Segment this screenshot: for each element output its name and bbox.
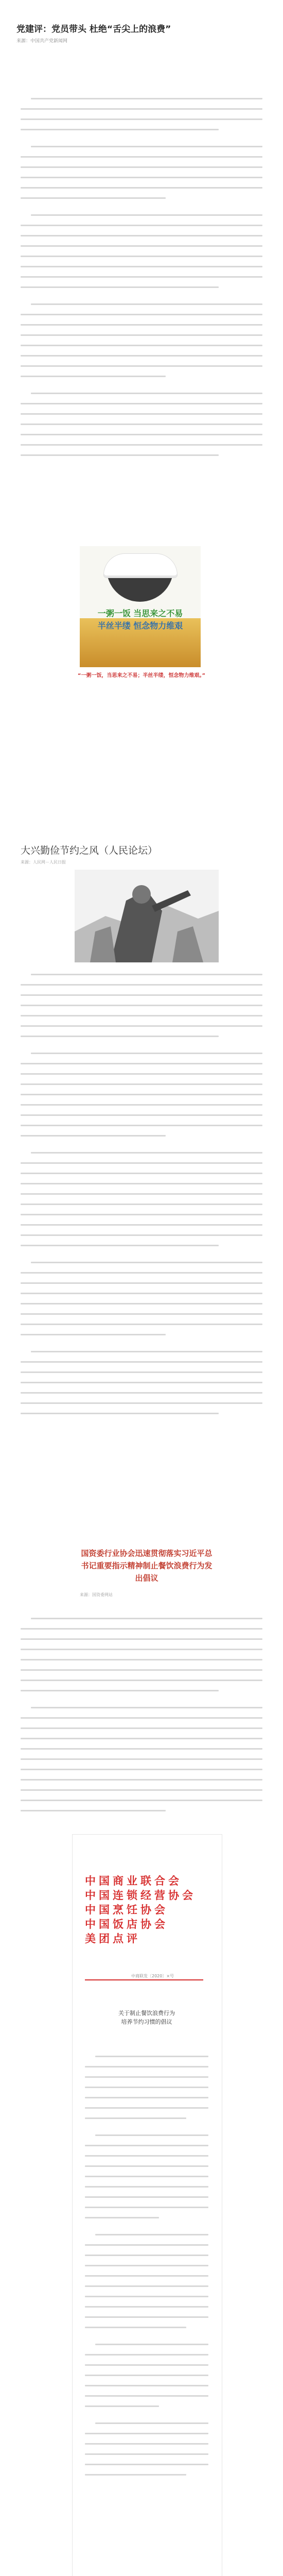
article-body-block bbox=[21, 98, 262, 465]
article-3-title: 国资委行业协会迅速贯彻落实习近平总书记重要指示精神制止餐饮浪费行为发出倡议 bbox=[81, 1549, 213, 1583]
slogan-line-2: 半丝半缕 恒念物力维艰 bbox=[97, 621, 183, 631]
org-name: 中国饭店协会 bbox=[85, 1918, 168, 1930]
slogan-line-1: 一粥一饭 当思来之不易 bbox=[97, 608, 183, 618]
red-divider bbox=[85, 1979, 203, 1980]
org-line bbox=[85, 1917, 203, 1931]
image-caption: “一粥一饭，当思来之不易；半丝半缕，恒念物力维艰。” bbox=[77, 673, 206, 679]
org-line bbox=[85, 1888, 203, 1902]
worker-propaganda-illustration bbox=[75, 870, 219, 962]
org-name: 美团点评 bbox=[85, 1932, 140, 1945]
document-title: 关于制止餐饮浪费行为 培养节约习惯的倡议 bbox=[118, 2010, 175, 2025]
article-2-source: 来源：人民网－人民日报 bbox=[21, 860, 66, 865]
org-line bbox=[85, 1931, 203, 1945]
article-2-body bbox=[21, 974, 262, 1423]
article-3-source: 来源：国资委网站 bbox=[80, 1592, 113, 1597]
document-body bbox=[85, 2056, 208, 2484]
article-3-body bbox=[21, 1618, 262, 1820]
rice-image bbox=[103, 553, 178, 578]
article-title: 党建评：党员带头 杜绝“舌尖上的浪费” bbox=[16, 24, 171, 35]
document-number: 中商联发〔2020〕×号 bbox=[131, 1974, 174, 1978]
org-name: 中国连锁经营协会 bbox=[85, 1889, 196, 1902]
article-source: 来源：中国共产党新闻网 bbox=[16, 39, 68, 44]
rice-bowl-illustration bbox=[80, 546, 201, 667]
org-name: 中国商业联合会 bbox=[85, 1874, 182, 1887]
article-2-title: 大兴勤俭节约之风（人民论坛） bbox=[21, 845, 158, 856]
org-line bbox=[85, 1873, 203, 1888]
issuing-organizations bbox=[85, 1873, 203, 1945]
org-line bbox=[85, 1902, 203, 1917]
org-name: 中国烹饪协会 bbox=[85, 1903, 168, 1916]
